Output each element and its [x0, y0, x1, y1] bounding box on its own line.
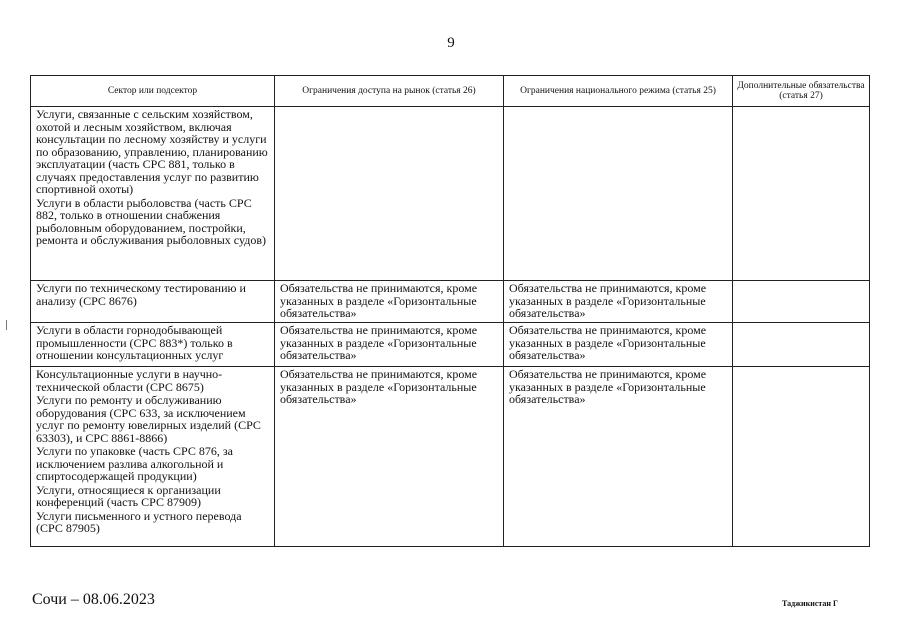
sector-text: Услуги, связанные с сельским хозяйством, охотой и лесным хозяйством, включая консультации по лесному хозяйству и услуги по образованию, управлению, планированию эксплуатации (часть СРС 881, только в случаях предоставления услуг по развитию спортивной охоты): [36, 107, 268, 196]
sector-text: Услуги по упаковке (часть СРС 876, за исключением разлива алкогольной и спиртосодержащей продукции): [36, 444, 233, 483]
sector-cell: [31, 107, 275, 281]
market-access-cell: Обязательства не принимаются, кроме указанных в разделе «Горизонтальные обязательства»: [275, 281, 504, 323]
additional-commitments-cell: [733, 367, 870, 547]
sector-text: Консультационные услуги в научно-технической области (СРС 8675): [36, 367, 223, 394]
national-treatment-cell: Обязательства не принимаются, кроме указанных в разделе «Горизонтальные обязательства»: [504, 281, 733, 323]
market-access-cell: Обязательства не принимаются, кроме указанных в разделе «Горизонтальные обязательства»: [275, 323, 504, 367]
national-treatment-cell: Обязательства не принимаются, кроме указанных в разделе «Горизонтальные обязательства»: [504, 323, 733, 367]
sector-text: Услуги письменного и устного перевода (СРС 87905): [36, 508, 242, 535]
market-access-cell: Обязательства не принимаются, кроме указанных в разделе «Горизонтальные обязательства»: [275, 367, 504, 547]
sector-text: Услуги по ремонту и обслуживанию оборудования (СРС 633, за исключением услуг по ремонту ювелирных изделий (СРС 63303), и СРС 8861-8866): [36, 393, 261, 445]
sector-text: Услуги в области рыболовства (часть СРС 882, только в отношении снабжения рыболовным оборудованием, постройки, ремонта и обслуживания рыболовных судов): [36, 195, 266, 247]
page-number: 9: [447, 35, 455, 51]
sector-cell: [31, 323, 275, 367]
commitments-table: [30, 75, 870, 547]
sector-cell: [31, 367, 275, 547]
national-treatment-cell: [504, 107, 733, 281]
header-sector: Сектор или подсектор: [31, 76, 275, 107]
sector-text: Услуги в области горнодобывающей промышленности (СРС 883*) только в отношении консультационных услуг: [36, 323, 233, 362]
header-market-access: Ограничения доступа на рынок (статья 26): [275, 76, 504, 107]
sector-cell: [31, 281, 275, 323]
table-row: [31, 281, 870, 323]
table-row: [31, 107, 870, 281]
additional-commitments-cell: [733, 281, 870, 323]
sector-text: Услуги по техническому тестированию и анализу (СРС 8676): [36, 281, 246, 308]
margin-mark: [6, 320, 7, 330]
additional-commitments-cell: [733, 323, 870, 367]
table-row: [31, 323, 870, 367]
additional-commitments-cell: [733, 107, 870, 281]
table-row: [31, 367, 870, 547]
header-national-treatment: Ограничения национального режима (статья 25): [504, 76, 733, 107]
footer-country: Таджикистан Г: [782, 599, 839, 608]
market-access-cell: [275, 107, 504, 281]
table-header-row: [31, 76, 870, 107]
footer-place-date: Сочи – 08.06.2023: [32, 591, 155, 608]
national-treatment-cell: Обязательства не принимаются, кроме указанных в разделе «Горизонтальные обязательства»: [504, 367, 733, 547]
header-additional-commitments: Дополнительные обязательства (статья 27): [733, 76, 870, 107]
sector-text: Услуги, относящиеся к организации конференций (часть СРС 87909): [36, 482, 221, 509]
